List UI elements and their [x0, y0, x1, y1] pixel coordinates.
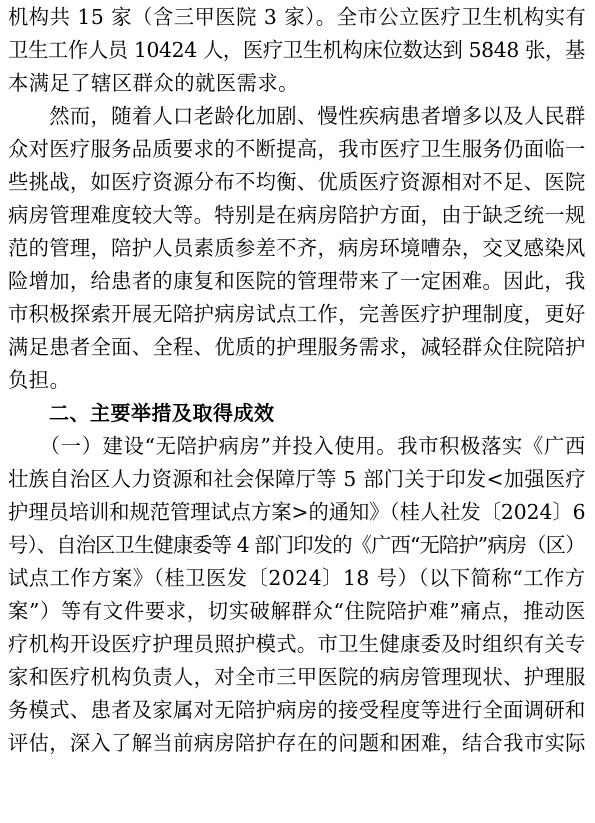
text-line: 评估，深入了解当前病房陪护存在的问题和困难，结合我市实际 [8, 731, 586, 755]
text-line: 本满足了辖区群众的就医需求。 [8, 71, 299, 95]
text-line: 机构共 15 家（含三甲医院 3 家）。全市公立医疗卫生机构实有 [8, 5, 587, 29]
text-line: 护理员培训和规范管理试点方案>的通知》（桂人社发〔2024〕6 [8, 500, 586, 524]
text-line: 卫生工作人员 10424 人，医疗卫生机构床位数达到 5848 张，基 [8, 38, 585, 62]
text-line: 范的管理，陪护人员素质参差不齐，病房环境嘈杂，交叉感染风 [8, 236, 586, 260]
text-line: 试点工作方案》（桂卫医发〔2024〕18 号）（以下简称“工作方 [8, 566, 586, 590]
heading-line: 二、主要举措及取得成效 [8, 401, 275, 425]
text-line: 病房管理难度较大等。特别是在病房陪护方面，由于缺乏统一规 [8, 203, 586, 227]
text-line: 家和医疗机构负责人，对全市三甲医院的病房管理现状、护理服 [8, 665, 586, 689]
text-line: 负担。 [8, 368, 71, 392]
text-line: 些挑战，如医疗资源分布不均衡、优质医疗资源相对不足、医院 [8, 170, 586, 194]
text-line: 市积极探索开展无陪护病房试点工作，完善医疗护理制度，更好 [8, 302, 586, 326]
text-line: 满足患者全面、全程、优质的护理服务需求，减轻群众住院陪护 [8, 335, 586, 359]
text-line: 号）、自治区卫生健康委等 4 部门印发的《广西“无陪护”病房（区） [8, 533, 585, 557]
text-line: 险增加，给患者的康复和医院的管理带来了一定困难。因此，我 [8, 269, 586, 293]
text-line: 壮族自治区人力资源和社会保障厅等 5 部门关于印发<加强医疗 [8, 467, 586, 491]
text-line: 疗机构开设医疗护理员照护模式。市卫生健康委及时组织有关专 [8, 632, 586, 656]
text-line: 众对医疗服务品质要求的不断提高，我市医疗卫生服务仍面临一 [8, 137, 586, 161]
text-line: 然而，随着人口老龄化加剧、慢性疾病患者增多以及人民群 [8, 104, 586, 128]
text-line: 案”）等有文件要求，切实破解群众“住院陪护难”痛点，推动医 [8, 599, 587, 623]
text-line: （一）建设“无陪护病房”并投入使用。我市积极落实《广西 [8, 434, 586, 458]
text-line: 务模式、患者及家属对无陪护病房的接受程度等进行全面调研和 [8, 698, 586, 722]
